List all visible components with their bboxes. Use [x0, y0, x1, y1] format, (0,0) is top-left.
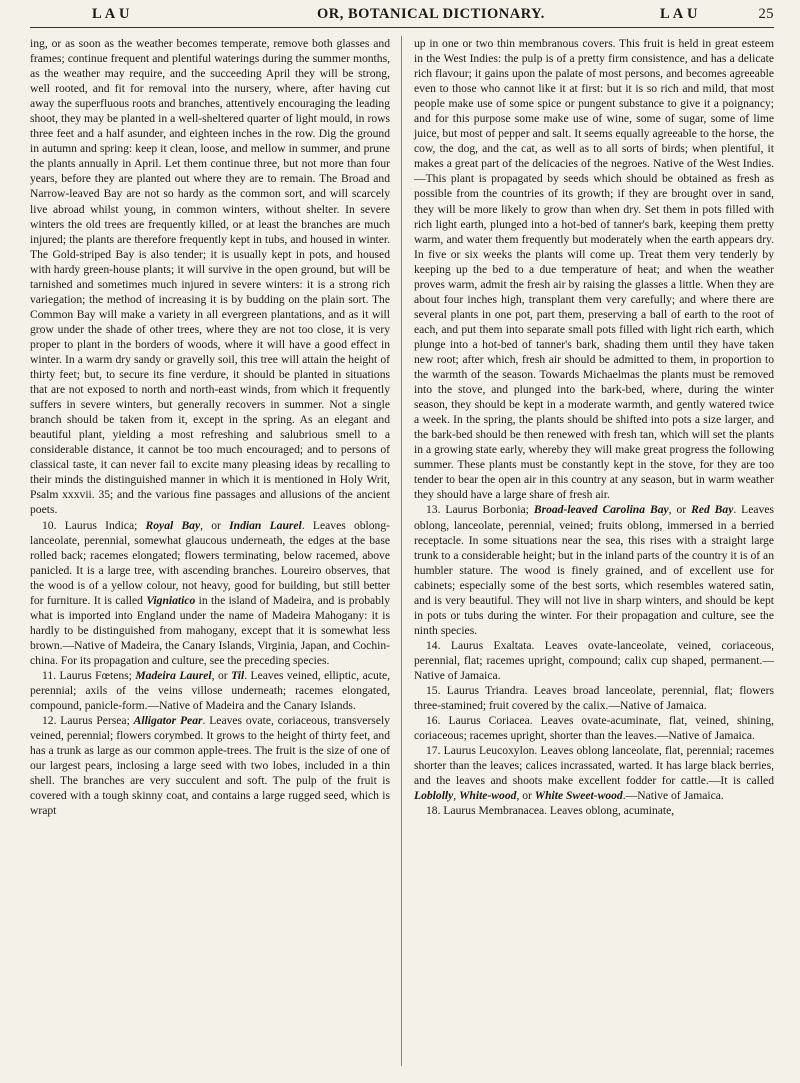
- entry-text: .—Native of Jamaica.: [622, 789, 724, 803]
- left-column: [30, 36, 390, 818]
- running-header: [30, 4, 774, 26]
- local-name: Vigniatico: [146, 593, 196, 607]
- common-name: Til: [231, 668, 245, 682]
- entry-heading: 12. Laurus Persea;: [42, 714, 134, 728]
- entry-connector: , or: [516, 789, 535, 803]
- page-number: 25: [758, 6, 774, 22]
- entry-laurus-indica: [30, 518, 390, 668]
- paragraph-continuation: ing, or as soon as the weather becomes temperate, remove both glasses and frames; continue frequent and plentiful waterings during the summer months, as the weather may require, and the succeeding April they will be strong, well rooted, and fit for removal into the nursery, where, after having cut away the superfluous roots and branches, attentively encouraging the leading shoot, they may be planted in a well-sheltered quarter of light mould, in rows three feet and a half asunder, and eighteen inches in the row. Dig the ground in autumn and spring: keep it clean, loose, and mellow in summer, and prune the plants annually in April. Let them continue three, but not more than four years, before they are planted out where they are to remain. The Broad and Narrow-leaved Bay are not so hardy as the common sort, and will scarcely live abroad whilst young, in common winters, without shelter. In severe winters the old trees are frequently killed, or at least the branches are much injured; the plants are therefore frequently kept in tubs, and housed in winter. The Gold-striped Bay is also tender; it is usually kept in pots, and housed with hardy green-house plants; it will survive in the open ground, but will be tarnished and sometimes much injured in severe winters: it is a strong rich variegation; the method of increasing it is by budding on the plain sort. The Common Bay will make a variety in all evergreen plantations, and as it will grow under the shade of other trees, where they are not too close, it is very proper to plant in the borders of woods, where it will have a good effect in winter. In a warm dry sandy or gravelly soil, this tree will attain the height of thirty feet; but, to secure its fine verdure, it should be planted in situations that are not exposed to north and north-east winds, from which it frequently suffers in severe winters, but generally recovers in summer. Not a single branch should be taken from it, except in the spring. As an elegant and beautiful plant, yielding a most refreshing and salubrious smell to a considerable distance, it cannot be too much encouraged; and to persons of classical taste, it can never fail to excite many pleasing ideas by recalling to their minds the distinguished manner in which it is mentioned in Holy Writ, Psalm xxxvii. 35; and the various fine passages and allusions of the ancient poets.: [30, 37, 390, 517]
- entry-connector: ,: [453, 789, 460, 803]
- header-left-word: L A U: [92, 6, 130, 22]
- common-name: Red Bay: [691, 503, 734, 517]
- entry-text: . Leaves oblong-lanceolate, perennial, somewhat glaucous underneath, the edges at the base rolled back; racemes elongated; flowers terminating, below racemed, above panicled. It is a large tree, with ascending branches. Loureiro observes, that the wood is of a yellow colour, not heavy, good for building, but still better for furniture. It is called: [30, 518, 391, 607]
- entry-heading: 13. Laurus Borbonia;: [426, 503, 534, 517]
- entry-text: in the island of Madeira, and is probably what is imported into England under the name of Madeira Mahogany: it is hardly to be distinguished from mahogany, except that it is somewhat less brown.—Native of Madeira, the Canary Islands, Virginia, Japan, and Cochin-china. For its propagation and culture, see the preceding species.: [30, 593, 390, 667]
- entry-connector: , or: [200, 518, 230, 532]
- common-name: Alligator Pear: [133, 714, 203, 728]
- entry-connector: , or: [668, 503, 692, 517]
- right-column: [414, 36, 774, 818]
- header-rule: [30, 27, 774, 28]
- entry-laurus-triandra: 15. Laurus Triandra. Leaves broad lanceolate, perennial, flat; flowers three-stamined; fruit covered by the calix.—Native of Jamaica.: [414, 684, 774, 713]
- common-name: Indian Laurel: [229, 518, 302, 532]
- common-name: Broad-leaved Carolina Bay: [533, 503, 669, 517]
- entry-connector: , or: [211, 668, 232, 682]
- paragraph-continuation: up in one or two thin membranous covers. This fruit is held in great esteem in the West Indies: the pulp is of a pretty firm consistence, and has a delicate rich flavour; it gains upon the palate of most persons, and becomes agreeable even to those who cannot like it at first: but it is so rich and mild, that most people make use of some spice or pungent substance to give it a poignancy; and for this purpose some make use of wine, some of sugar, some of lime juice, but most of pepper and salt. It seems equally agreeable to the horse, the cow, the dog, and the cat, as well as to all sorts of birds; when plentiful, it makes a great part of the delicacies of the negroes. Native of the West Indies.—This plant is propagated by seeds which should be obtained as fresh as possible from the countries of its growth; if they are brought over in sand, they will be more likely to grow than when dry. Set them in pots filled with rich light earth, plunged into a hot-bed of tanner's bark, keeping them pretty warm, and water them frequently but moderately when the earth appears dry. In five or six weeks the plants will come up. Treat them very tenderly by keeping up the bed to a due temperature of heat; and when the weather proves warm, admit the fresh air by raising the glasses a little. When they are about four inches high, transplant them very carefully; and where there are several plants in one pot, part them, preserving a ball of earth to the root of each, and put them into separate small pots filled with light rich earth, which plunge into a hot-bed of tanner's bark, shading them until they have taken new root; after which, fresh air should be admitted to them, in proportion to the warmth of the season. Towards Michaelmas the plants must be removed into the stove, and plunged into the bark-bed, where, during the winter season, they should be kept in a moderate warmth, and gently watered twice a week. In the spring, the plants should be shifted into pots a size larger, and the bark-bed should be then renewed with fresh tan, which will set the plants in a growing state early, whereby they will make great progress the following summer. These plants must be constantly kept in the stove, for they are too tender to bear the open air in this country at any season, but in warm weather they should have a large share of fresh air.: [414, 37, 774, 502]
- header-right-word: L A U: [660, 6, 698, 22]
- common-name: Loblolly: [414, 789, 454, 803]
- entry-text: . Leaves oblong, lanceolate, perennial, veined; fruits oblong, immersed in a berried receptacle. In some situations near the sea, this rises with a straight large trunk to a considerable height; but in the inland parts of the country it is of an humbler stature. The wood is finely grained, and of excellent use for cabinets; especially some of the best sorts, which resembles watered satin, and is very beautiful. They will not live in sharp winters, and should be kept in pots or tubs during the winter. For their propagation and culture, see the ninth species.: [414, 503, 774, 637]
- common-name: Royal Bay: [145, 518, 201, 532]
- column-divider: [401, 36, 402, 1066]
- entry-laurus-foetens: [30, 668, 390, 713]
- entry-text: . Leaves veined, elliptic, acute, perennial; axils of the veins villose underneath; racemes elongated, compound, panicle-form.—Native of Madeira and the Canary Islands.: [30, 668, 391, 713]
- entry-text: . Leaves ovate, coriaceous, transversely veined, perennial; flowers corymbed. It grows to the height of thirty feet, and has a trunk as large as our common apple-trees. The fruit is the size of one of our largest pears, inclosing a large seed with two lobes, included in a thin shell. The branches are very succulent and soft. The pulp of the fruit is covered with a tough skinny coat, and contains a large rugged seed, which is wrapt: [30, 714, 390, 818]
- entry-laurus-persea: [30, 713, 390, 818]
- common-name: White-wood: [459, 789, 517, 803]
- entry-heading: 10. Laurus Indica;: [42, 518, 146, 532]
- entry-heading: 11. Laurus Fœtens;: [42, 668, 136, 682]
- entry-laurus-membranacea: 18. Laurus Membranacea. Leaves oblong, acuminate,: [426, 804, 675, 818]
- common-name: White Sweet-wood: [534, 789, 623, 803]
- entry-laurus-coriacea: 16. Laurus Coriacea. Leaves ovate-acuminate, flat, veined, shining, coriaceous; racemes upright, shorter than the leaves.—Native of Jamaica.: [414, 714, 774, 743]
- entry-laurus-exaltata: 14. Laurus Exaltata. Leaves ovate-lanceolate, veined, coriaceous, perennial, flat; racemes upright, compound; calix cup shaped, permanent.—Native of Jamaica.: [414, 638, 774, 682]
- common-name: Madeira Laurel: [135, 668, 212, 682]
- entry-laurus-leucoxylon: [414, 743, 774, 803]
- entry-laurus-borbonia: [414, 502, 774, 637]
- entry-text: 17. Laurus Leucoxylon. Leaves oblong lanceolate, flat, perennial; racemes shorter than the leaves; calices incrassated, warted. It has large black berries, and the leaves and shoots make excellent fodder for cattle.—It is called: [414, 744, 774, 788]
- header-title: OR, BOTANICAL DICTIONARY.: [317, 6, 545, 22]
